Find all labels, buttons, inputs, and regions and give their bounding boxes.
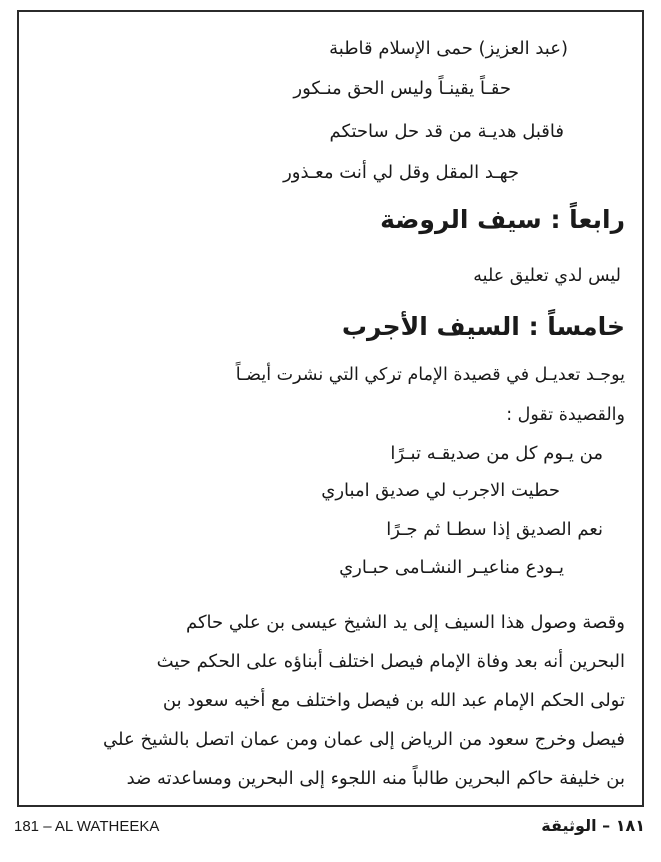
prose-line-2: البحرين أنه بعد وفاة الإمام فيصل اختلف أبناؤه على الحكم حيث [156,651,625,672]
heading-fourth-sword: رابعاً : سيف الروضة [380,205,625,234]
poem2-line1: من يـوم كل من صديقـه تبـرًا [390,443,603,464]
prose-line-5: بن خليفة حاكم البحرين طالباً منه اللجوء إلى البحرين ومساعدته ضد [126,768,625,789]
poem2-line4: يـودع مناعيـر النشـامى حبـاري [339,557,564,578]
poem2-line2: حطيت الاجرب لي صديق امباري [321,480,560,501]
prose-line-4: فيصل وخرج سعود من الرياض إلى عمان ومن عمان اتصل بالشيخ علي [103,729,625,750]
poem2-line3: نعم الصديق إذا سطـا ثم جـرًا [386,519,603,540]
poem1-line4: جهـد المقل وقل لي أنت معـذور [283,162,519,183]
intro-line1: يوجـد تعديـل في قصيدة الإمام تركي التي نشرت أيضـاً [235,365,625,385]
intro-line2: والقصيدة تقول : [506,405,625,425]
footer-page-label-arabic: ١٨١ – الوثيقة [541,816,645,835]
poem1-line2: حقـاً يقينـاً وليس الحق منـكور [293,78,511,99]
poem1-line1: (عبد العزيز) حمى الإسلام قاطبة [329,38,568,59]
prose-line-3: تولى الحكم الإمام عبد الله بن فيصل واختلف مع أخيه سعود بن [162,690,625,711]
prose-line-1: وقصة وصول هذا السيف إلى يد الشيخ عيسى بن علي حاكم [185,612,625,633]
footer-page-label-english: 181 – AL WATHEEKA [14,818,160,835]
heading-fifth-sword: خامساً : السيف الأجرب [341,312,625,341]
note-fourth-sword: ليس لدي تعليق عليه [473,266,621,286]
poem1-line3: فاقبل هديـة من قد حل ساحتكم [329,121,564,142]
